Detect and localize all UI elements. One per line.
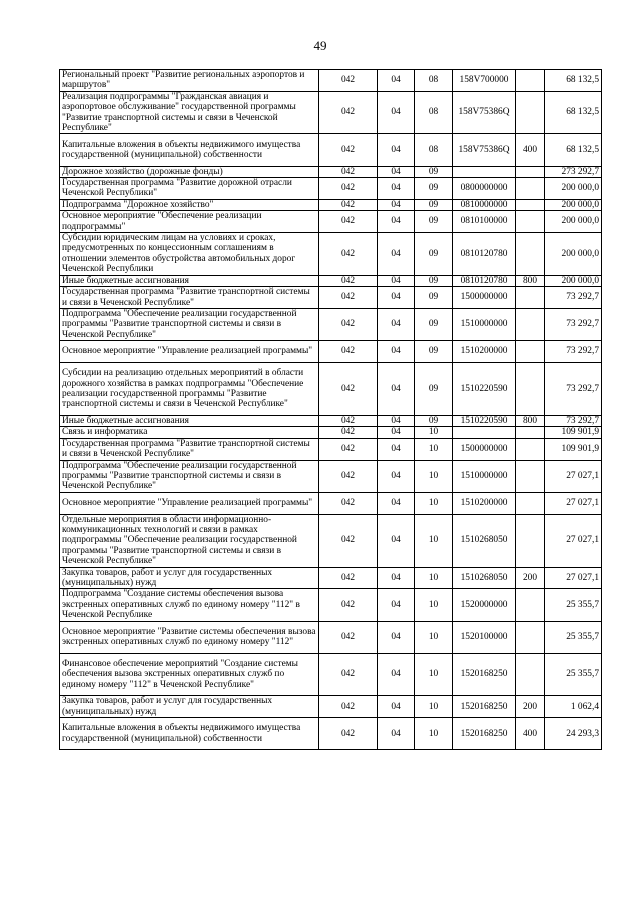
cell-section: 04 <box>378 492 415 514</box>
cell-ministry-code: 042 <box>319 567 378 589</box>
cell-subsection: 09 <box>415 166 453 177</box>
table-row <box>60 362 602 415</box>
cell-amount: 73 292,7 <box>545 308 602 340</box>
cell-expense-type: 800 <box>516 415 545 426</box>
cell-expense-type <box>516 211 545 233</box>
cell-amount: 200 000,0 <box>545 178 602 200</box>
cell-target-article: 0810120780 <box>453 275 516 286</box>
cell-name: Субсидии на реализацию отдельных мероприятий в области дорожного хозяйства в рамках подпрограммы "Обеспечение реализации государственной программы "Развитие транспортной системы и связи в Чеченской Республике" <box>60 362 319 415</box>
cell-ministry-code: 042 <box>319 134 378 166</box>
cell-name: Основное мероприятие "Развитие системы обеспечения вызова экстренных оперативных служб по единому номеру "112" <box>60 621 319 653</box>
cell-name: Региональный проект "Развитие региональных аэропортов и маршрутов" <box>60 70 319 92</box>
cell-expense-type <box>516 91 545 134</box>
cell-expense-type <box>516 341 545 363</box>
cell-target-article: 1520168250 <box>453 718 516 750</box>
table-row <box>60 427 602 438</box>
cell-section: 04 <box>378 718 415 750</box>
cell-expense-type <box>516 427 545 438</box>
cell-subsection: 10 <box>415 696 453 718</box>
cell-expense-type: 800 <box>516 275 545 286</box>
cell-ministry-code: 042 <box>319 621 378 653</box>
cell-name: Финансовое обеспечение мероприятий "Создание системы обеспечения вызова экстренных оперативных служб по единому номеру "112" в Чеченской Республике" <box>60 653 319 696</box>
cell-name: Государственная программа "Развитие дорожной отрасли Чеченской Республики" <box>60 178 319 200</box>
cell-ministry-code: 042 <box>319 415 378 426</box>
cell-ministry-code: 042 <box>319 275 378 286</box>
cell-subsection: 09 <box>415 178 453 200</box>
cell-expense-type <box>516 653 545 696</box>
budget-table <box>59 69 602 750</box>
cell-expense-type: 200 <box>516 696 545 718</box>
cell-target-article: 0800000000 <box>453 178 516 200</box>
cell-expense-type <box>516 287 545 309</box>
table-row <box>60 438 602 460</box>
cell-ministry-code: 042 <box>319 287 378 309</box>
cell-expense-type <box>516 460 545 492</box>
table-row <box>60 70 602 92</box>
table-body <box>60 70 602 750</box>
cell-ministry-code: 042 <box>319 514 378 567</box>
cell-ministry-code: 042 <box>319 91 378 134</box>
cell-name: Капитальные вложения в объекты недвижимого имущества государственной (муниципальной) собственности <box>60 134 319 166</box>
cell-ministry-code: 042 <box>319 718 378 750</box>
cell-name: Капитальные вложения в объекты недвижимого имущества государственной (муниципальной) собственности <box>60 718 319 750</box>
cell-name: Основное мероприятие "Обеспечение реализации подпрограммы" <box>60 211 319 233</box>
cell-target-article: 1500000000 <box>453 438 516 460</box>
cell-ministry-code: 042 <box>319 492 378 514</box>
cell-expense-type <box>516 362 545 415</box>
cell-target-article: 1520000000 <box>453 589 516 621</box>
cell-expense-type <box>516 621 545 653</box>
cell-target-article: 1510220590 <box>453 362 516 415</box>
cell-subsection: 10 <box>415 427 453 438</box>
cell-name: Закупка товаров, работ и услуг для государственных (муниципальных) нужд <box>60 567 319 589</box>
cell-ministry-code: 042 <box>319 211 378 233</box>
cell-target-article: 0810000000 <box>453 199 516 210</box>
cell-ministry-code: 042 <box>319 427 378 438</box>
cell-amount: 73 292,7 <box>545 287 602 309</box>
table-row <box>60 341 602 363</box>
cell-subsection: 08 <box>415 91 453 134</box>
cell-expense-type <box>516 492 545 514</box>
cell-expense-type <box>516 70 545 92</box>
cell-subsection: 10 <box>415 718 453 750</box>
cell-target-article: 1520100000 <box>453 621 516 653</box>
cell-expense-type: 200 <box>516 567 545 589</box>
cell-subsection: 10 <box>415 460 453 492</box>
cell-amount: 25 355,7 <box>545 621 602 653</box>
cell-amount: 25 355,7 <box>545 653 602 696</box>
table-row <box>60 718 602 750</box>
cell-section: 04 <box>378 166 415 177</box>
table-row <box>60 567 602 589</box>
cell-subsection: 09 <box>415 275 453 286</box>
cell-amount: 24 293,3 <box>545 718 602 750</box>
cell-amount: 109 901,9 <box>545 427 602 438</box>
cell-target-article: 1510268050 <box>453 567 516 589</box>
cell-section: 04 <box>378 178 415 200</box>
cell-amount: 1 062,4 <box>545 696 602 718</box>
cell-subsection: 10 <box>415 589 453 621</box>
cell-section: 04 <box>378 308 415 340</box>
cell-subsection: 09 <box>415 308 453 340</box>
table-row <box>60 91 602 134</box>
cell-target-article: 158V75386Q <box>453 134 516 166</box>
cell-subsection: 09 <box>415 287 453 309</box>
cell-amount: 73 292,7 <box>545 362 602 415</box>
cell-section: 04 <box>378 362 415 415</box>
cell-target-article: 158V700000 <box>453 70 516 92</box>
cell-target-article <box>453 427 516 438</box>
cell-subsection: 10 <box>415 514 453 567</box>
table-row <box>60 589 602 621</box>
cell-subsection: 09 <box>415 415 453 426</box>
cell-name: Основное мероприятие "Управление реализацией программы" <box>60 492 319 514</box>
table-row <box>60 211 602 233</box>
table-row <box>60 178 602 200</box>
cell-name: Подпрограмма "Обеспечение реализации государственной программы "Развитие транспортной системы и связи в Чеченской Республике" <box>60 460 319 492</box>
table-row <box>60 492 602 514</box>
cell-expense-type <box>516 233 545 276</box>
cell-amount: 68 132,5 <box>545 91 602 134</box>
cell-name: Государственная программа "Развитие транспортной системы и связи в Чеченской Республике" <box>60 438 319 460</box>
cell-subsection: 10 <box>415 492 453 514</box>
cell-section: 04 <box>378 211 415 233</box>
cell-amount: 25 355,7 <box>545 589 602 621</box>
cell-amount: 200 000,0 <box>545 275 602 286</box>
cell-target-article: 1510200000 <box>453 341 516 363</box>
cell-target-article: 1510200000 <box>453 492 516 514</box>
cell-ministry-code: 042 <box>319 589 378 621</box>
cell-section: 04 <box>378 134 415 166</box>
cell-expense-type <box>516 589 545 621</box>
cell-subsection: 09 <box>415 233 453 276</box>
table-row <box>60 415 602 426</box>
table-row <box>60 199 602 210</box>
cell-ministry-code: 042 <box>319 696 378 718</box>
cell-amount: 273 292,7 <box>545 166 602 177</box>
table-row <box>60 287 602 309</box>
page-number: 49 <box>313 38 327 53</box>
cell-amount: 27 027,1 <box>545 492 602 514</box>
cell-ministry-code: 042 <box>319 362 378 415</box>
cell-amount: 200 000,0 <box>545 233 602 276</box>
cell-amount: 27 027,1 <box>545 460 602 492</box>
cell-ministry-code: 042 <box>319 233 378 276</box>
cell-expense-type <box>516 199 545 210</box>
cell-name: Подпрограмма "Обеспечение реализации государственной программы "Развитие транспортной системы и связи в Чеченской Республике" <box>60 308 319 340</box>
table-row <box>60 166 602 177</box>
cell-subsection: 10 <box>415 621 453 653</box>
cell-subsection: 10 <box>415 653 453 696</box>
cell-ministry-code: 042 <box>319 308 378 340</box>
cell-section: 04 <box>378 589 415 621</box>
cell-section: 04 <box>378 287 415 309</box>
cell-amount: 200 000,0 <box>545 211 602 233</box>
cell-name: Дорожное хозяйство (дорожные фонды) <box>60 166 319 177</box>
cell-expense-type: 400 <box>516 134 545 166</box>
cell-ministry-code: 042 <box>319 341 378 363</box>
cell-ministry-code: 042 <box>319 166 378 177</box>
cell-ministry-code: 042 <box>319 460 378 492</box>
cell-subsection: 08 <box>415 134 453 166</box>
cell-amount: 200 000,0 <box>545 199 602 210</box>
cell-target-article: 1500000000 <box>453 287 516 309</box>
cell-name: Государственная программа "Развитие транспортной системы и связи в Чеченской Республике" <box>60 287 319 309</box>
cell-expense-type <box>516 438 545 460</box>
cell-section: 04 <box>378 91 415 134</box>
cell-amount: 27 027,1 <box>545 514 602 567</box>
cell-amount: 73 292,7 <box>545 341 602 363</box>
table-row <box>60 514 602 567</box>
cell-amount: 27 027,1 <box>545 567 602 589</box>
cell-name: Подпрограмма "Дорожное хозяйство" <box>60 199 319 210</box>
cell-subsection: 09 <box>415 199 453 210</box>
cell-section: 04 <box>378 427 415 438</box>
cell-section: 04 <box>378 233 415 276</box>
cell-target-article: 1520168250 <box>453 653 516 696</box>
cell-target-article: 0810120780 <box>453 233 516 276</box>
cell-target-article: 1510220590 <box>453 415 516 426</box>
cell-section: 04 <box>378 438 415 460</box>
cell-section: 04 <box>378 275 415 286</box>
cell-ministry-code: 042 <box>319 653 378 696</box>
cell-section: 04 <box>378 70 415 92</box>
cell-name: Отдельные мероприятия в области информационно-коммуникационных технологий и связи в рамках подпрограммы "Обеспечение реализации государственной программы "Развитие транспортной системы и связи в Чеченской Республике" <box>60 514 319 567</box>
cell-expense-type <box>516 308 545 340</box>
cell-subsection: 09 <box>415 341 453 363</box>
cell-section: 04 <box>378 621 415 653</box>
cell-subsection: 10 <box>415 567 453 589</box>
cell-target-article <box>453 166 516 177</box>
cell-ministry-code: 042 <box>319 199 378 210</box>
table-row <box>60 653 602 696</box>
cell-amount: 73 292,7 <box>545 415 602 426</box>
cell-target-article: 1510268050 <box>453 514 516 567</box>
cell-expense-type: 400 <box>516 718 545 750</box>
table-row <box>60 621 602 653</box>
cell-target-article: 1520168250 <box>453 696 516 718</box>
cell-subsection: 10 <box>415 438 453 460</box>
table-row <box>60 275 602 286</box>
cell-name: Связь и информатика <box>60 427 319 438</box>
cell-subsection: 09 <box>415 211 453 233</box>
cell-amount: 68 132,5 <box>545 134 602 166</box>
cell-ministry-code: 042 <box>319 70 378 92</box>
table-row <box>60 696 602 718</box>
cell-name: Основное мероприятие "Управление реализацией программы" <box>60 341 319 363</box>
cell-section: 04 <box>378 460 415 492</box>
cell-section: 04 <box>378 696 415 718</box>
table-row <box>60 308 602 340</box>
cell-amount: 68 132,5 <box>545 70 602 92</box>
cell-name: Подпрограмма "Создание системы обеспечения вызова экстренных оперативных служб по единому номеру "112" в Чеченской Республике <box>60 589 319 621</box>
cell-name: Закупка товаров, работ и услуг для государственных (муниципальных) нужд <box>60 696 319 718</box>
cell-subsection: 08 <box>415 70 453 92</box>
cell-name: Иные бюджетные ассигнования <box>60 275 319 286</box>
table-row <box>60 134 602 166</box>
cell-target-article: 158V75386Q <box>453 91 516 134</box>
table-row <box>60 233 602 276</box>
cell-target-article: 0810100000 <box>453 211 516 233</box>
cell-section: 04 <box>378 341 415 363</box>
cell-section: 04 <box>378 199 415 210</box>
cell-target-article: 1510000000 <box>453 460 516 492</box>
cell-subsection: 09 <box>415 362 453 415</box>
cell-ministry-code: 042 <box>319 438 378 460</box>
cell-name: Субсидии юридическим лицам на условиях и сроках, предусмотренных по концессионным соглашениям в отношении элементов обустройства автомобильных дорог Чеченской Республики <box>60 233 319 276</box>
cell-amount: 109 901,9 <box>545 438 602 460</box>
cell-section: 04 <box>378 415 415 426</box>
cell-expense-type <box>516 166 545 177</box>
table-row <box>60 460 602 492</box>
cell-expense-type <box>516 514 545 567</box>
cell-expense-type <box>516 178 545 200</box>
cell-name: Иные бюджетные ассигнования <box>60 415 319 426</box>
cell-section: 04 <box>378 653 415 696</box>
cell-section: 04 <box>378 567 415 589</box>
cell-name: Реализация подпрограммы "Гражданская авиация и аэропортовое обслуживание" государственной программы "Развитие транспортной системы и связи в Чеченской Республике" <box>60 91 319 134</box>
cell-ministry-code: 042 <box>319 178 378 200</box>
cell-target-article: 1510000000 <box>453 308 516 340</box>
cell-section: 04 <box>378 514 415 567</box>
